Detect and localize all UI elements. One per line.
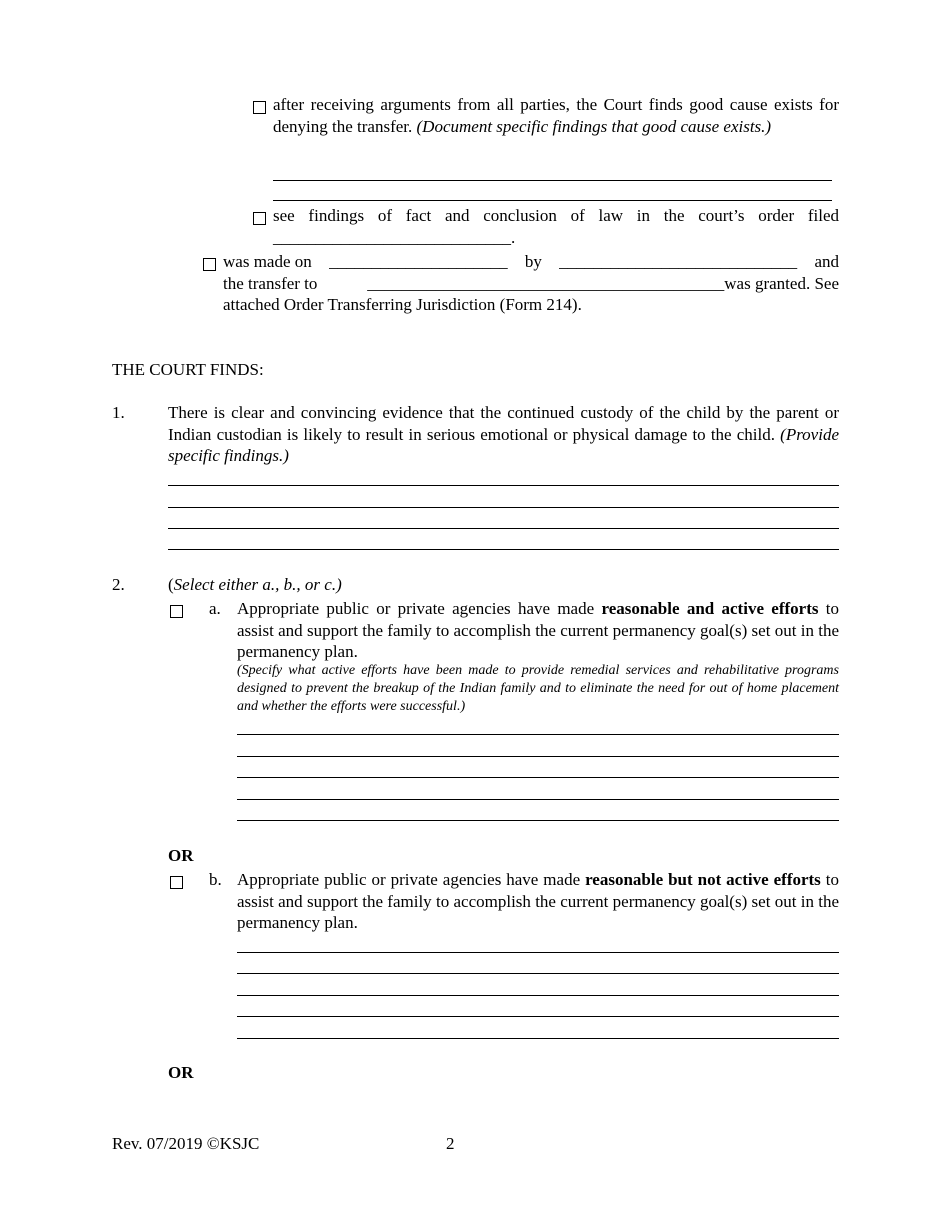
transfer-to-blank[interactable]: __________________________________________ <box>367 273 725 293</box>
option-b-line-5[interactable] <box>237 1038 839 1039</box>
option-b-line-1[interactable] <box>237 952 839 953</box>
findings-order-blank[interactable]: ____________________________. <box>273 227 516 247</box>
option-b-letter: b. <box>209 870 222 889</box>
granted-label: was granted. See <box>724 273 839 293</box>
by-label: by <box>524 252 542 271</box>
finding-1-line-4[interactable] <box>168 549 839 550</box>
findings-option <box>253 205 839 248</box>
motion-option <box>203 251 839 316</box>
denial-text: after receiving arguments from all parties, the Court finds good cause exists for denying the transfer. <box>273 95 839 136</box>
finding-1-text: There is clear and convincing evidence that the continued custody of the child by the parent or Indian custodian is likely to result in serious emotional or physical damage to the child. <box>168 403 839 444</box>
motion-checkbox[interactable] <box>203 255 222 277</box>
finding-2-number: 2. <box>112 575 125 594</box>
findings-checkbox[interactable] <box>253 209 272 231</box>
denial-instruction: (Document specific findings that good cause exists.) <box>416 116 772 136</box>
footer-revision: Rev. 07/2019 ©KSJC <box>112 1134 260 1153</box>
option-a-text: Appropriate public or private agencies have made reasonable and active efforts to assist and support the family to accomplish the current permanency goal(s) set out in the permanency plan. <box>237 599 840 661</box>
option-b-text: Appropriate public or private agencies have made reasonable but not active efforts to assist and support the family to accomplish the current permanency goal(s) set out in the permanency plan. <box>237 870 839 932</box>
made-on-label: was made on <box>223 252 312 271</box>
denial-option <box>253 94 839 137</box>
denial-findings-line-1[interactable] <box>273 180 832 181</box>
made-by-blank[interactable]: ____________________________ <box>559 252 798 271</box>
attached-order-text: attached Order Transferring Jurisdiction (Form 214). <box>223 295 582 314</box>
option-b-checkbox[interactable] <box>170 873 189 895</box>
option-a-line-5[interactable] <box>237 820 839 821</box>
denial-checkbox[interactable] <box>253 98 272 120</box>
transfer-to-label: the transfer to <box>223 273 318 293</box>
option-a-line-4[interactable] <box>237 799 839 800</box>
option-a-checkbox[interactable] <box>170 602 189 624</box>
finding-1-line-2[interactable] <box>168 507 839 508</box>
finding-2-select-instruction: (Select either a., b., or c.) <box>168 575 342 594</box>
denial-findings-line-2[interactable] <box>273 200 832 201</box>
option-b-line-2[interactable] <box>237 973 839 974</box>
or-label-2: OR <box>168 1063 194 1082</box>
footer-page-number: 2 <box>446 1134 455 1153</box>
finding-1 <box>168 402 839 467</box>
option-a-instruction: (Specify what active efforts have been made to provide remedial services and rehabilitative programs designed to prevent the breakup of the Indian family and to eliminate the need for out of home placement and whether the efforts were successful.) <box>237 663 839 714</box>
finding-1-line-1[interactable] <box>168 485 839 486</box>
finding-1-line-3[interactable] <box>168 528 839 529</box>
finding-1-instruction: (Provide specific findings.) <box>168 424 840 465</box>
and-label: and <box>814 252 839 271</box>
option-b-line-4[interactable] <box>237 1016 839 1017</box>
option-a-line-1[interactable] <box>237 734 839 735</box>
or-label-1: OR <box>168 846 194 865</box>
court-finds-heading: THE COURT FINDS: <box>112 360 264 379</box>
option-a-line-3[interactable] <box>237 777 839 778</box>
finding-1-number: 1. <box>112 403 125 422</box>
made-on-date-blank[interactable]: _____________________ <box>329 252 508 271</box>
option-b-line-3[interactable] <box>237 995 839 996</box>
option-a-letter: a. <box>209 599 221 618</box>
option-a-line-2[interactable] <box>237 756 839 757</box>
findings-text: see findings of fact and conclusion of law in the court’s order filed <box>273 206 839 225</box>
